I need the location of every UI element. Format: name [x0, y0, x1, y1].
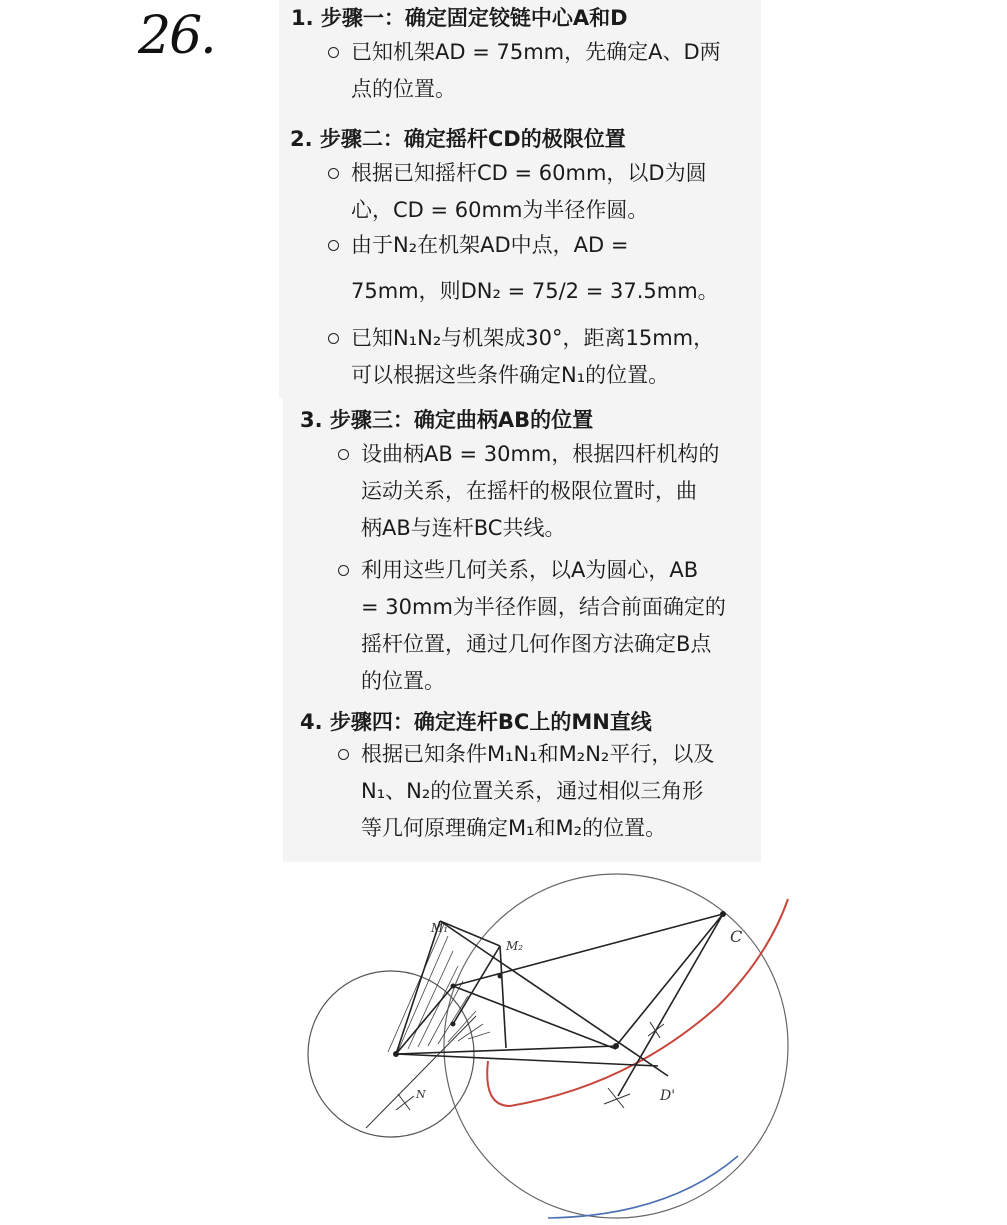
line: N₁、N₂的位置关系，通过相似三角形 — [361, 779, 704, 803]
line: 已知机架AD = 75mm，先确定A、D两 — [351, 40, 721, 64]
line: 可以根据这些条件确定N₁的位置。 — [351, 363, 670, 387]
step-4-bullet-1 — [361, 736, 714, 847]
sketch-background — [248, 866, 828, 1225]
bullet-dot — [328, 333, 339, 344]
step-2-bullet-1 — [351, 155, 707, 229]
step-1-title: 1. 步骤一：确定固定铰链中心A和D — [291, 6, 628, 30]
line: 心，CD = 60mm为半径作圆。 — [351, 198, 649, 222]
line: 等几何原理确定M₁和M₂的位置。 — [361, 816, 667, 840]
label-c: C — [730, 927, 743, 946]
label-m1: M₁ — [431, 921, 449, 935]
bullet-dot — [338, 449, 349, 460]
label-m2: M₂ — [506, 939, 524, 953]
label-d-prime: D' — [660, 1088, 676, 1104]
handwritten-problem-number: 26. — [138, 6, 215, 66]
step-2-bullet-2 — [351, 227, 719, 310]
step-4-title: 4. 步骤四：确定连杆BC上的MN直线 — [300, 710, 652, 734]
bullet-dot — [328, 168, 339, 179]
step-3-title: 3. 步骤三：确定曲柄AB的位置 — [300, 408, 594, 432]
step-1-bullet-1 — [351, 34, 721, 108]
line: 75mm，则DN₂ = 75/2 = 37.5mm。 — [351, 279, 719, 303]
line: = 30mm为半径作圆，结合前面确定的 — [361, 595, 726, 619]
line: 由于N₂在机架AD中点，AD = — [351, 233, 629, 257]
bullet-dot — [328, 47, 339, 58]
bullet-dot — [328, 240, 339, 251]
line: 运动关系，在摇杆的极限位置时，曲 — [361, 479, 697, 503]
line: 的位置。 — [361, 669, 445, 693]
line: 点的位置。 — [351, 77, 456, 101]
line: 利用这些几何关系，以A为圆心，AB — [361, 558, 699, 582]
label-n: N — [416, 1088, 426, 1101]
line: 根据已知条件M₁N₁和M₂N₂平行，以及 — [361, 742, 715, 766]
line: 根据已知摇杆CD = 60mm，以D为圆 — [351, 161, 707, 185]
bullet-dot — [338, 565, 349, 576]
bullet-dot — [338, 749, 349, 760]
line: 设曲柄AB = 30mm，根据四杆机构的 — [361, 442, 720, 466]
mechanism-sketch — [248, 866, 828, 1225]
step-2-bullet-3 — [351, 320, 714, 394]
step-3-bullet-1 — [361, 436, 719, 547]
line: 摇杆位置，通过几何作图方法确定B点 — [361, 632, 712, 656]
line: 已知N₁N₂与机架成30°，距离15mm， — [351, 326, 715, 350]
step-3-bullet-2 — [361, 552, 726, 700]
line: 柄AB与连杆BC共线。 — [361, 516, 566, 540]
step-2-title: 2. 步骤二：确定摇杆CD的极限位置 — [290, 127, 626, 151]
